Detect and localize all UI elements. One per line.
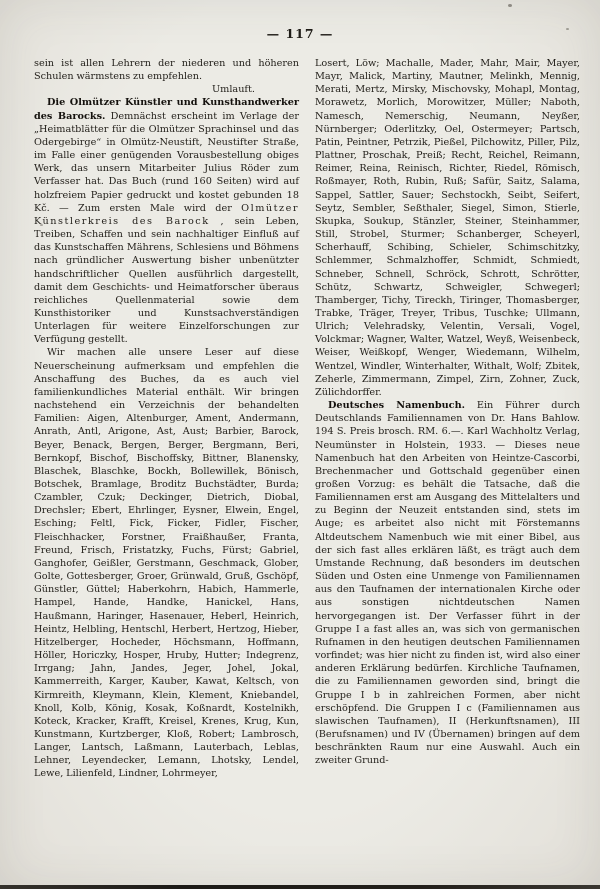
scan-speck bbox=[508, 4, 512, 7]
family-list-paragraph: Wir machen alle unsere Leser auf diese Neuerscheinung aufmerksam und empfehlen die Anschaffung des Buches, da es auch viel familienkundliches Material enthält. Wir bringen nachstehend ein Verzeichnis der behandelten Familien: Aigen, Altenburger, Ament, Andermann, Anrath, Antl, Arigone, Ast, Aust; Barbier, Barock, Beyer, Benack, Bergen, Berger, Bergmann, Beri, Bernkopf, Bischof, Bischoffsky, Bittner, Blanensky, Blaschek, Blaschke, Bockh, Bollewillek, Bönisch, Botschek, Bramlage, Broditz Buchstädter, Burda; Czambler, Czuk; Deckinger, Dietrich, Diobal, Drechsler; Ebert, Ehrlinger, Eysner, Elwein, Engel, Esching; Feltl, Fick, Ficker, Fidler, Fischer, Fleischhacker, Forstner, Fraißhaußer, Franta, Freund, Frisch, Fristatzky, Fuchs, Fürst; Gabriel, Ganghofer, Geißler, Gerstmann, Geschmack, Glober, Golte, Gottesberger, Groer, Grünwald, Gruß, Gschöpf, Günstler, Güttel; Haberkohrn, Habich, Hammerle, Hampel, Hande, Handke, Hanickel, Hans, Haußmann, Haringer, Hasenauer, Heberl, Heinrich, Heintz, Helbling, Hentschl, Herbert, Hertzog, Hieber, Hitzelberger, Hocheder, Höchsmann, Hoffmann, Höller, Horiczky, Hosper, Hruby, Hutter; Indegrenz, Irrgang; Jahn, Jandes, Jeger, Johel, Jokal, Kammerreith, Karger, Kauber, Kawat, Keltsch, von Kirmreith, Kleymann, Klein, Klement, Kniebandel, Knoll, Kolb, König, Kosak, Koßnardt, Kostelnikh, Koteck, Kracker, Krafft, Kreisel, Krenes, Krug, Kun, Kunstmann, Kurtzberger, Kloß, Robert; Lambrosch, Langer, Lantsch, Laßmann, Lauterbach, Leblas, Lehner, Leyendecker, Lemann, Lhotsky, Lendel, Lewe, Lilienfeld, Lindner, Lohrmeyer, bbox=[34, 347, 299, 780]
left-column bbox=[34, 57, 299, 781]
article-olmuetz-body-a: Demnächst erscheint im Verlage der „Heimatblätter für die Olmützer Sprachinsel und das Odergebirge“ in Olmütz-Neustift, Neustifter Straße, im Falle einer genügenden Vorausbestellung obiges Werk, das unsern Mitarbeiter Julius Röder zum Verfasser hat. Das Buch (rund 160 Seiten) wird auf holzfreiem Papier gedruckt und kostet gebunden 18 Kč. — Zum ersten Male wird der bbox=[34, 110, 299, 214]
article-namenbuch-title: Deutsches Namenbuch. bbox=[328, 400, 465, 412]
right-column bbox=[315, 57, 580, 781]
scan-speck bbox=[540, 630, 542, 632]
page-number: — 117 — bbox=[266, 26, 334, 41]
article-olmuetz-spaced-phrase: Olmützer Künstlerkreis des Barock bbox=[34, 202, 299, 227]
article-namenbuch-body: Ein Führer durch Deutschlands Familiennamen von Dr. Hans Bahlow. 194 S. Preis brosch. RM. 6.—. Karl Wachholtz Verlag, Neumünster in Holstein, 1933. — Dieses neue Namenbuch hat den Arbeiten von Heintze-Cascorbi, Brechenmacher und Gottschald gegenüber einen großen Vorzug: es behält die Tatsache, daß die Familiennamen erst am Ausgang des Mittelalters und zu Beginn der Neuzeit entstanden sind, stets im Auge; es arbeitet also nicht mit Förstemanns Altdeutschem Namenbuch wie mit einer Bibel, aus der sich fast alles erklären läßt, es trägt auch dem Umstande Rechnung, daß besonders im deutschen Süden und Osten eine Unmenge von Familiennamen aus den Taufnamen der internationalen Kirche oder aus sonstigen nichtdeutschen Namen hervorgegangen ist. Der Verfasser führt in der Gruppe I a fast alles an, was sich von germanischen Rufnamen in den heutigen deutschen Familiennamen vorfindet; was hier nicht zu finden ist, wird also einer anderen Erklärung bedürfen. Kirchliche Taufnamen, die zu Familiennamen geworden sind, bringt die Gruppe I b in zahlreichen Formen, aber nicht erschöpfend. Die Gruppen I c (Familiennamen aus slawischen Taufnamen), II (Herkunftsnamen), III (Berufsnamen) und IV (Übernamen) bringen auf dem beschränkten Raum nur eine Auswahl. Auch ein zweiter Grund- bbox=[315, 400, 580, 767]
two-column-text-block bbox=[0, 41, 600, 781]
family-list-continuation: Losert, Löw; Machalle, Mader, Mahr, Mair, Mayer, Mayr, Malick, Martiny, Mautner, Melinkh, Mennig, Merati, Mertz, Mirsky, Mischovsky, Mohapl, Montag, Morawetz, Morlich, Morowitzer, Müller; Naboth, Namesch, Nemerschig, Neumann, Neyßer, Nürnberger; Oderlitzky, Oel, Ostermeyer; Partsch, Patin, Peintner, Petrzik, Pießel, Pilchowitz, Piller, Pilz, Plattner, Proschak, Preiß; Recht, Reichel, Reimann, Reimer, Reina, Reinisch, Richter, Riedel, Römisch, Roßmayer, Roth, Rubin, Ruß; Safür, Saitz, Salama, Sappel, Sattler, Sauer; Sechstockh, Seibt, Seifert, Seytz, Sembler, Seßthaler, Siegel, Simon, Stierle, Skupka, Soukup, Stänzler, Steiner, Steinhammer, Still, Strobel, Sturmer; Schanberger, Scheyerl, Scherhauff, Schibing, Schieler, Schimschitzky, Schlemmer, Schmalzhoffer, Schmidt, Schmiedt, Schneber, Schnell, Schröck, Schrott, Schrötter, Schütz, Schwartz, Schweigler, Schwegerl; Thamberger, Tichy, Tireckh, Tiringer, Thomasberger, Trabke, Träger, Treyer, Tribus, Tuschke; Ullmann, Ulrich; Velehradsky, Velentin, Versali, Vogel, Volckmar; Wagner, Walter, Watzel, Weyß, Weisenbeck, Weiser, Weißkopf, Wenger, Wiedemann, Wilhelm, Wentzel, Windler, Winterhalter, Withalt, Wolf; Zbitek, Zeherle, Zimmermann, Zimpel, Zirn, Zohner, Zuck, Zülichdorffer. bbox=[315, 58, 580, 398]
article-namenbuch-paragraph bbox=[315, 399, 580, 767]
article-olmuetz-paragraph bbox=[34, 96, 299, 346]
author-signature: Umlauft. bbox=[211, 84, 255, 96]
scan-speck bbox=[40, 224, 43, 226]
article-olmuetz-body-b: , sein Leben, Treiben, Schaffen und sein nachhaltiger Einfluß auf das Kunstschaffen Mährens, Schlesiens und Böhmens nach gründlicher Auswertung bisher unbenützter handschriftlicher Quellen ausführlich dargestellt, damit dem Geschichts- und Heimatforscher überaus reichliches Quellenmaterial sowie dem Kunsthistoriker und Kunstsachverständigen Unterlagen für weitere Einzelforschungen zur Verfügung gestellt. bbox=[34, 215, 299, 346]
scan-bottom-edge bbox=[0, 885, 600, 889]
continuation-text: sein ist allen Lehrern der niederen und höheren Schulen wärmstens zu empfehlen. bbox=[34, 58, 299, 83]
scan-speck bbox=[566, 28, 569, 30]
continuation-paragraph bbox=[34, 57, 299, 83]
article-olmuetz-title: Die Olmützer Künstler und Kunsthandwerker des Barocks. bbox=[34, 97, 299, 122]
